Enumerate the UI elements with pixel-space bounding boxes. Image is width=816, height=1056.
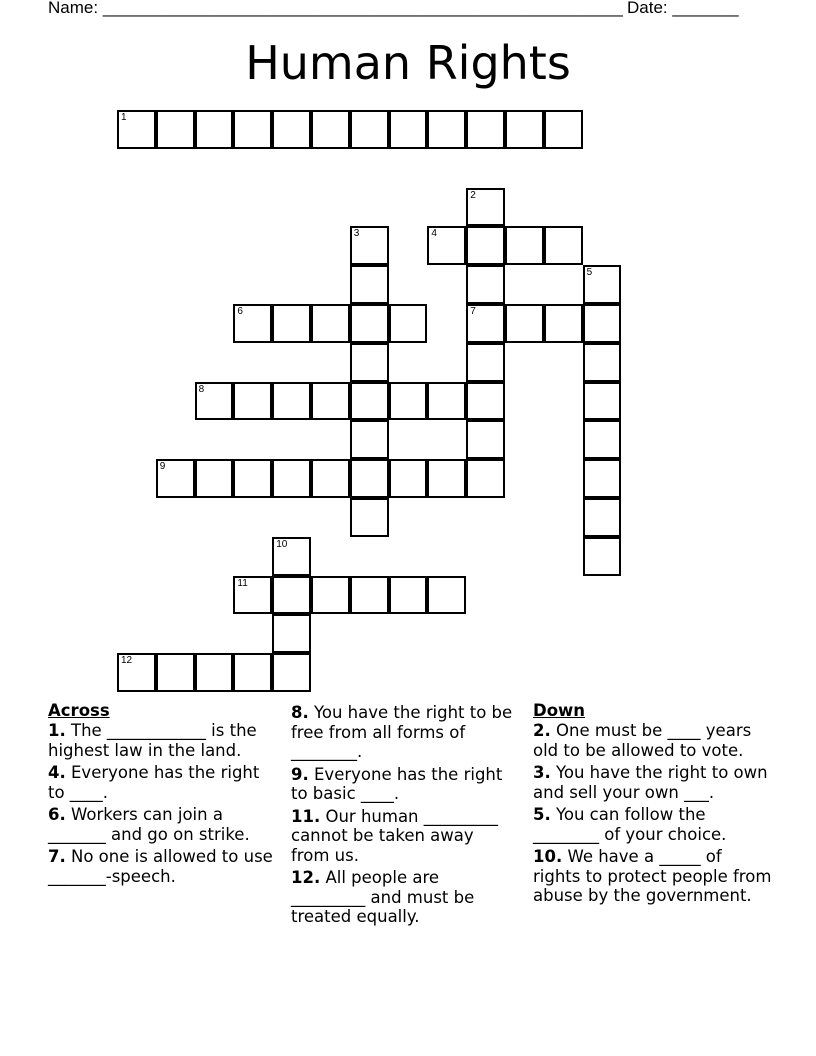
grid-cell[interactable] (233, 304, 272, 343)
clue-item-text: No one is allowed to use _______-speech. (48, 847, 273, 886)
down-clues-column (533, 701, 773, 909)
clue-number: 8 (198, 383, 205, 395)
clue-number: 11 (237, 577, 248, 589)
clue-item-number: 2. (533, 721, 551, 740)
grid-cell[interactable] (350, 576, 389, 615)
grid-cell[interactable] (195, 653, 234, 692)
clue-item (291, 868, 513, 927)
grid-cell[interactable] (272, 537, 311, 576)
grid-cell[interactable] (350, 382, 389, 421)
grid-cell[interactable] (117, 110, 156, 149)
grid-cell[interactable] (156, 110, 195, 149)
clue-item (291, 807, 513, 866)
grid-cell[interactable] (350, 304, 389, 343)
grid-cell[interactable] (272, 614, 311, 653)
name-label: Name: (48, 0, 99, 17)
grid-cell[interactable] (466, 226, 505, 265)
clue-number: 9 (159, 461, 166, 473)
clue-number: 2 (470, 189, 476, 201)
grid-cell[interactable] (544, 304, 583, 343)
grid-cell[interactable] (272, 459, 311, 498)
grid-cell[interactable] (466, 343, 505, 382)
name-field[interactable] (48, 0, 623, 18)
grid-cell[interactable] (311, 110, 350, 149)
clue-item-number: 7. (48, 847, 66, 866)
clue-item (48, 763, 273, 802)
clue-item-text: All people are _________ and must be treated equally. (291, 868, 475, 926)
date-field[interactable] (627, 0, 739, 18)
grid-cell[interactable] (427, 382, 466, 421)
grid-cell[interactable] (505, 226, 544, 265)
grid-cell[interactable] (272, 382, 311, 421)
grid-cell[interactable] (233, 110, 272, 149)
grid-cell[interactable] (427, 110, 466, 149)
clue-number: 10 (276, 538, 288, 550)
clue-item-text: You can follow the ________ of your choice. (533, 805, 727, 844)
clue-item-number: 6. (48, 805, 66, 824)
grid-cell[interactable] (583, 382, 622, 421)
clue-item (291, 765, 513, 804)
grid-cell[interactable] (389, 459, 428, 498)
clue-item-text: We have a _____ of rights to protect people from abuse by the government. (533, 847, 772, 905)
grid-cell[interactable] (233, 653, 272, 692)
clue-item-text: You have the right to be free from all forms of ________. (291, 703, 513, 761)
clue-number: 12 (121, 655, 133, 667)
grid-cell[interactable] (350, 110, 389, 149)
grid-cell[interactable] (466, 420, 505, 459)
grid-cell[interactable] (195, 382, 234, 421)
clue-item-number: 11. (291, 806, 321, 826)
date-label: Date: (627, 0, 668, 17)
grid-cell[interactable] (389, 382, 428, 421)
grid-cell[interactable] (311, 459, 350, 498)
grid-cell[interactable] (583, 265, 622, 304)
grid-cell[interactable] (233, 382, 272, 421)
clue-item (533, 847, 773, 906)
grid-cell[interactable] (195, 459, 234, 498)
clue-item-text: One must be ____ years old to be allowed to vote. (533, 721, 752, 760)
grid-cell[interactable] (389, 110, 428, 149)
grid-cell[interactable] (117, 653, 156, 692)
clue-item (533, 763, 773, 802)
grid-cell[interactable] (583, 537, 622, 576)
grid-cell[interactable] (350, 498, 389, 537)
grid-cell[interactable] (427, 576, 466, 615)
grid-cell[interactable] (466, 265, 505, 304)
grid-cell[interactable] (583, 420, 622, 459)
grid-cell[interactable] (311, 382, 350, 421)
clue-number: 4 (431, 228, 437, 240)
grid-cell[interactable] (156, 459, 195, 498)
clue-item-number: 3. (533, 763, 551, 782)
clue-item (48, 847, 273, 886)
grid-cell[interactable] (505, 304, 544, 343)
grid-cell[interactable] (544, 110, 583, 149)
clue-item-number: 8. (291, 703, 309, 722)
clue-number: 7 (470, 306, 476, 317)
grid-cell[interactable] (583, 304, 622, 343)
grid-cell[interactable] (505, 110, 544, 149)
grid-cell[interactable] (466, 459, 505, 498)
clue-item-text: Workers can join a _______ and go on strike. (48, 805, 250, 844)
clue-item-text: Everyone has the right to basic ____. (291, 764, 503, 803)
grid-cell[interactable] (583, 498, 622, 537)
grid-cell[interactable] (272, 576, 311, 615)
grid-cell[interactable] (311, 304, 350, 343)
page-title: Human Rights (245, 36, 571, 90)
grid-cell[interactable] (272, 653, 311, 692)
grid-cell[interactable] (350, 265, 389, 304)
grid-cell[interactable] (466, 382, 505, 421)
grid-cell[interactable] (272, 304, 311, 343)
clue-item-text: Our human _________ cannot be taken away from us. (291, 806, 499, 865)
down-heading: Down (533, 701, 586, 720)
clue-item (48, 805, 273, 844)
date-blank: _______ (672, 0, 739, 17)
grid-cell[interactable] (466, 110, 505, 149)
clue-item-number: 9. (291, 764, 309, 784)
clue-number: 5 (586, 267, 593, 279)
clue-item-number: 1. (48, 721, 66, 740)
grid-cell[interactable] (195, 110, 234, 149)
across-clues-column-2 (291, 703, 513, 930)
clue-number: 1 (121, 112, 127, 123)
clue-item-text: The ____________ is the highest law in the land. (48, 721, 257, 760)
grid-cell[interactable] (389, 576, 428, 615)
grid-cell[interactable] (350, 420, 389, 459)
grid-cell[interactable] (583, 459, 622, 498)
grid-cell[interactable] (466, 304, 505, 343)
across-heading: Across (48, 701, 110, 720)
across-clues-column-1 (48, 701, 273, 889)
clue-item (291, 703, 513, 762)
clue-item (48, 721, 273, 760)
grid-cell[interactable] (350, 459, 389, 498)
grid-cell[interactable] (544, 226, 583, 265)
grid-cell[interactable] (466, 188, 505, 227)
clue-number: 6 (237, 306, 243, 317)
grid-cell[interactable] (311, 576, 350, 615)
grid-cell[interactable] (233, 459, 272, 498)
clue-item-number: 4. (48, 763, 66, 782)
clue-item-number: 10. (533, 847, 563, 866)
clue-number: 3 (353, 228, 360, 240)
grid-cell[interactable] (350, 343, 389, 382)
grid-cell[interactable] (389, 304, 428, 343)
grid-cell[interactable] (272, 110, 311, 149)
clue-item (533, 805, 773, 844)
grid-cell[interactable] (156, 653, 195, 692)
clue-item-number: 12. (291, 868, 321, 887)
name-blank: _______________________________________________________ (102, 0, 623, 17)
clue-item-text: Everyone has the right to ____. (48, 763, 260, 802)
grid-cell[interactable] (233, 576, 272, 615)
clue-item-text: You have the right to own and sell your own ___. (533, 763, 768, 802)
clue-item-number: 5. (533, 805, 551, 824)
grid-cell[interactable] (427, 459, 466, 498)
grid-cell[interactable] (427, 226, 466, 265)
clue-item (533, 721, 773, 760)
grid-cell[interactable] (350, 226, 389, 265)
grid-cell[interactable] (583, 343, 622, 382)
